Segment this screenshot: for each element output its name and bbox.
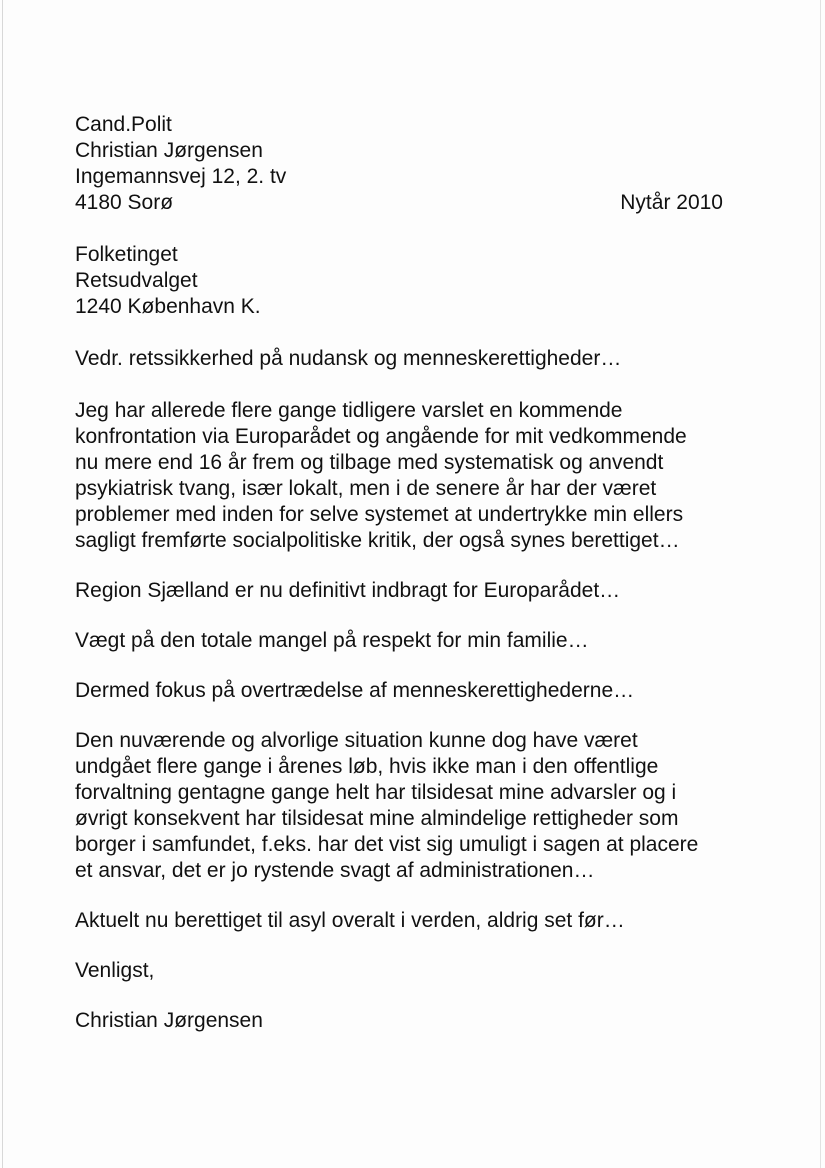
paragraph-line: konfrontation via Europarådet og angående for mit vedkommende <box>75 425 687 448</box>
paragraph-2: Region Sjælland er nu definitivt indbragt for Europarådet… <box>75 579 621 602</box>
letter-closing: Venligst, <box>75 959 155 982</box>
sender-title: Cand.Polit <box>75 113 172 136</box>
recipient-address-block <box>75 242 725 320</box>
paragraph-line: et ansvar, det er jo rystende svagt af administrationen… <box>75 859 595 882</box>
sender-city: 4180 Sorø <box>75 191 174 214</box>
letter-subject: Vedr. retssikkerhed på nudansk og menneskerettigheder… <box>75 347 622 370</box>
paragraph-5 <box>75 728 725 884</box>
paragraph-line: nu mere end 16 år frem og tilbage med systematisk og anvendt <box>75 451 664 474</box>
sender-street: Ingemannsvej 12, 2. tv <box>75 165 287 188</box>
paragraph-line: Jeg har allerede flere gange tidligere varslet en kommende <box>75 399 623 422</box>
paragraph-line: psykiatrisk tvang, især lokalt, men i de senere år har der været <box>75 477 657 500</box>
paragraph-line: undgået flere gange i årenes løb, hvis ikke man i den offentlige <box>75 755 659 778</box>
paragraph-line: sagligt fremførte socialpolitiske kritik, der også synes berettiget… <box>75 529 680 552</box>
letter-signature: Christian Jørgensen <box>75 1009 263 1032</box>
scan-edge-left <box>2 0 3 1168</box>
sender-address-block <box>75 112 725 216</box>
paragraph-line: øvrigt konsekvent har tilsidesat mine almindelige rettigheder som <box>75 807 679 830</box>
paragraph-1 <box>75 398 725 554</box>
scan-edge-right <box>820 0 821 1168</box>
paragraph-line: Den nuværende og alvorlige situation kunne dog have været <box>75 729 638 752</box>
paragraph-4: Dermed fokus på overtrædelse af menneskerettighederne… <box>75 679 635 702</box>
sender-name: Christian Jørgensen <box>75 139 263 162</box>
recipient-line-2: Retsudvalget <box>75 269 198 292</box>
paragraph-line: borger i samfundet, f.eks. har det vist sig umuligt i sagen at placere <box>75 833 699 856</box>
recipient-line-1: Folketinget <box>75 243 178 266</box>
paragraph-line: problemer med inden for selve systemet at undertrykke min ellers <box>75 503 684 526</box>
letter-body <box>75 112 725 1034</box>
letter-date: Nytår 2010 <box>620 191 723 214</box>
recipient-line-3: 1240 København K. <box>75 295 261 318</box>
paragraph-3: Vægt på den totale mangel på respekt for min familie… <box>75 629 589 652</box>
paragraph-line: forvaltning gentagne gange helt har tilsidesat mine advarsler og i <box>75 781 677 804</box>
paragraph-6: Aktuelt nu berettiget til asyl overalt i verden, aldrig set før… <box>75 909 625 932</box>
